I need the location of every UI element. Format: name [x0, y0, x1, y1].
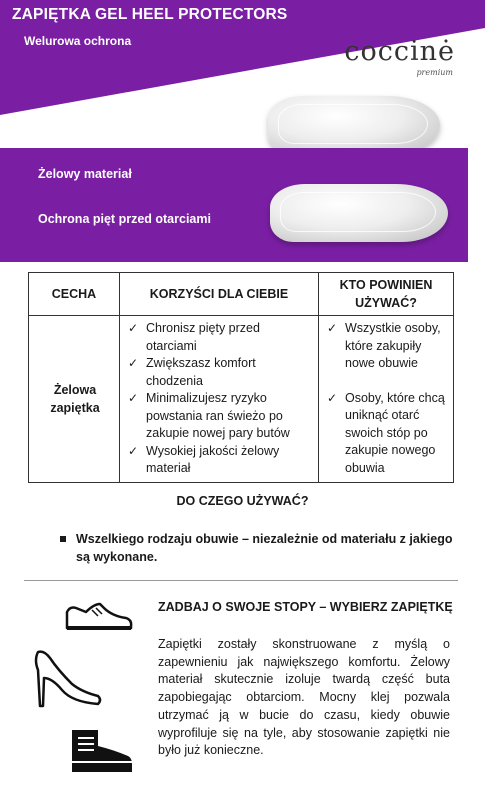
- benefit-item: ✓ Minimalizujesz ryzyko powstania ran świeżo po zakupie nowej pary butów: [126, 390, 314, 443]
- gel-pad-image: [270, 184, 448, 242]
- page-title: ZAPIĘTKA GEL HEEL PROTECTORS: [12, 6, 288, 23]
- care-description: Zapiętki zostały skonstruowane z myślą o zapewnieniu jak największego komfortu. Żelowy materiał skutecznie izoluje twardą część buta zapobiegając obtarciom. Mocny klej pozwala utrzymać ją w bucie do czasu, kiedy obuwie wyprofiluje się na tyle, aby stosowanie zapiętki nie było już konieczne.: [158, 637, 450, 758]
- brand-tagline: premium: [416, 68, 453, 77]
- care-heading: ZADBAJ O SWOJE STOPY – WYBIERZ ZAPIĘTKĘ: [158, 600, 453, 614]
- table-header-feature: CECHA: [29, 273, 120, 316]
- benefit-item: ✓ Chronisz pięty przed otarciami: [126, 320, 314, 355]
- benefit-item: ✓ Wysokiej jakości żelowy materiał: [126, 443, 314, 478]
- who-item: ✓ Osoby, które chcą uniknąć otarć swoich stóp po zakupie nowego obuwia: [325, 390, 449, 478]
- who-item: ✓ Wszystkie osoby, które zakupiły nowe obuwie: [325, 320, 449, 373]
- who-cell: [319, 316, 454, 483]
- usage-heading: DO CZEGO UŻYWAĆ?: [176, 494, 309, 508]
- brand-logo: coccinė: [344, 36, 455, 67]
- dress-shoe-icon: [64, 598, 134, 634]
- boot-icon: [68, 728, 134, 774]
- benefits-cell: [120, 316, 319, 483]
- high-heel-icon: [32, 650, 104, 710]
- gel-pad-image: [268, 96, 440, 154]
- table-header-who: KTO POWINIEN UŻYWAĆ?: [319, 273, 454, 316]
- table-row-label: Żelowa zapiętka: [29, 316, 120, 483]
- usage-item: Wszelkiego rodzaju obuwie – niezależnie od materiału z jakiego są wykonane.: [60, 530, 456, 566]
- feature-gel-material: Żelowy materiał: [38, 167, 132, 181]
- benefit-item: ✓ Zwiększasz komfort chodzenia: [126, 355, 314, 390]
- features-table: [28, 272, 454, 483]
- feature-heel-protection: Ochrona pięt przed otarciami: [38, 212, 211, 226]
- divider: [24, 580, 458, 581]
- table-header-benefits: KORZYŚCI DLA CIEBIE: [120, 273, 319, 316]
- page-subtitle: Welurowa ochrona: [24, 34, 132, 48]
